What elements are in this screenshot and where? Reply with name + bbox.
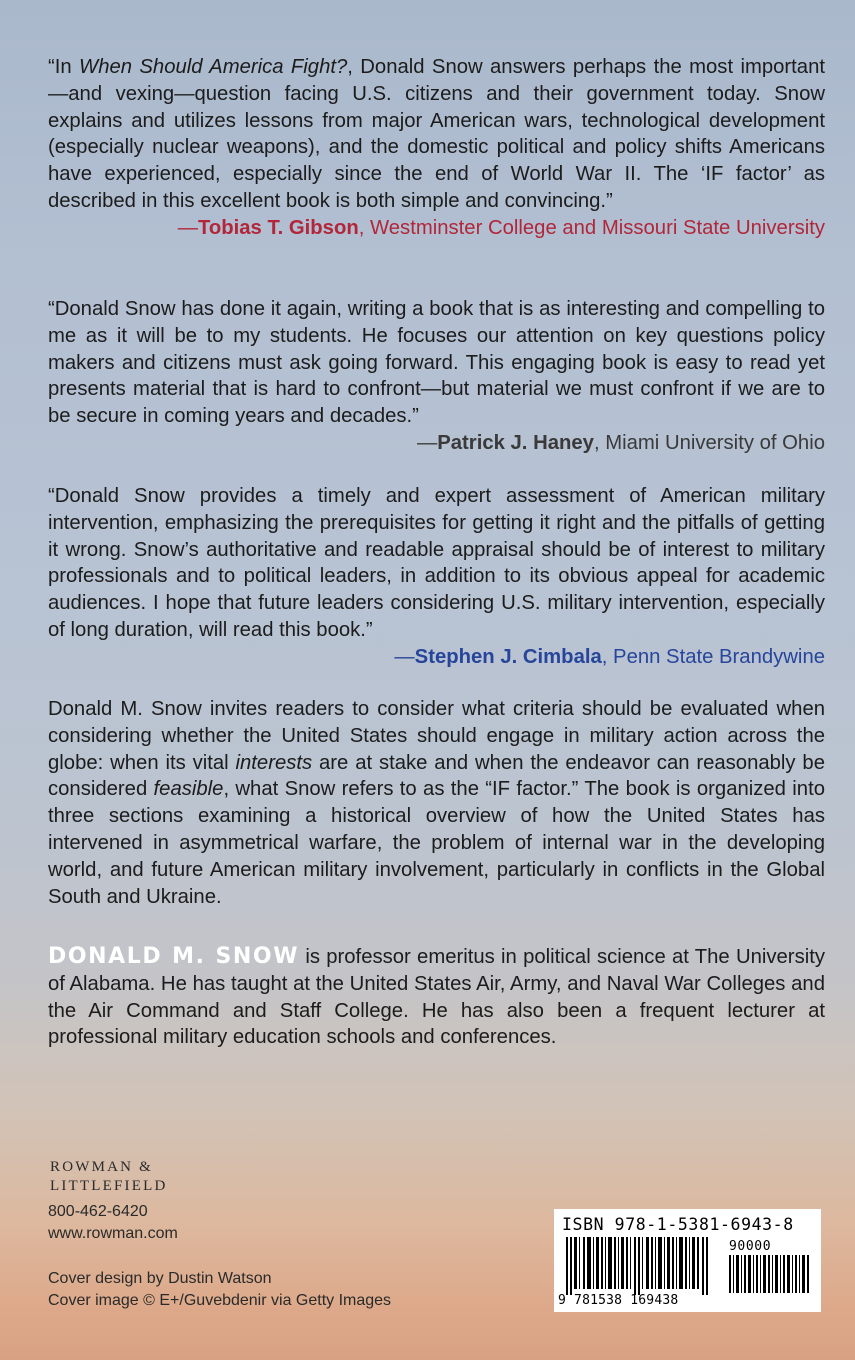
isbn-barcode <box>554 1209 821 1312</box>
quote-3-attribution <box>48 644 825 671</box>
quote-2 <box>48 296 825 457</box>
attribution-dash: — <box>394 645 415 668</box>
price-barcode-bars <box>729 1255 814 1293</box>
author-bio-text <box>48 944 825 1051</box>
quote-1-attribution <box>48 215 825 242</box>
book-title: When Should America Fight? <box>79 56 348 78</box>
quote-2-attribution <box>48 430 825 457</box>
publisher-website: www.rowman.com <box>48 1225 178 1242</box>
quote-1-text-rest: , Donald Snow answers perhaps the most important—and vexing—question facing U.S. citizens and their government today. Snow explains and utilizes lessons from major American wars, technological development (especially nuclear weapons), and the domestic political and policy shifts Americans have experienced, especially since the end of World War II. The ‘IF factor’ as described in this excellent book is both simple and convincing.” <box>48 56 825 212</box>
description-text <box>48 696 825 910</box>
price-code: 90000 <box>729 1239 772 1254</box>
publisher-phone: 800-462-6420 <box>48 1203 148 1220</box>
attribution-name: Tobias T. Gibson <box>197 216 359 239</box>
barcode-digits: 9 781538 169438 <box>558 1293 679 1308</box>
publisher-logo-line-2: LITTLEFIELD <box>50 1178 168 1194</box>
quote-3-text: “Donald Snow provides a timely and expert assessment of American military intervention, emphasizing the prerequisites for getting it right and the pitfalls of getting it wrong. Snow’s authoritative and readable appraisal should be of interest to military professionals and to political leaders, in addition to its obvious appeal for academic audiences. I hope that future leaders considering U.S. military intervention, especially of long duration, will read this book.” <box>48 485 825 641</box>
quote-1-text <box>48 54 825 215</box>
publisher-logo <box>50 1158 168 1196</box>
description-emphasis-feasible: feasible <box>153 778 224 801</box>
description-part-1: Donald M. Snow invites readers to consider what criteria should be evaluated when considering whether the United States should engage in military action across the globe: when its vital <box>48 698 825 774</box>
ean-barcode-bars <box>562 1237 732 1295</box>
cover-design-credit: Cover design by Dustin Watson <box>48 1270 272 1287</box>
attribution-name: Patrick J. Haney <box>437 431 594 454</box>
quote-1-text-start: “In <box>48 56 80 78</box>
attribution-dash: — <box>177 216 198 239</box>
quote-2-text: “Donald Snow has done it again, writing a book that is as interesting and compelling to me as it will be to my students. He focuses our attention on key questions policy makers and citizens must ask going forward. This engaging book is easy to read yet presents material that is hard to confront—but material we must confront if we are to be secure in coming years and decades.” <box>48 298 825 428</box>
attribution-name: Stephen J. Cimbala <box>414 645 602 668</box>
description-part-3: , what Snow refers to as the “IF factor.” The book is organized into three sections examining a historical overview of how the United States has intervened in asymmetrical warfare, the problem of internal war in the developing world, and future American military involvement, particularly in conflicts in the Global South and Ukraine. <box>48 778 825 908</box>
description-part-2: are at stake and when the endeavor can reasonably be considered <box>48 751 825 801</box>
author-bio <box>48 944 825 1051</box>
attribution-affiliation: , Westminster College and Missouri State University <box>358 216 825 239</box>
publisher-logo-line-1: ROWMAN & <box>50 1159 154 1175</box>
attribution-dash: — <box>416 431 438 454</box>
quote-1 <box>48 54 825 242</box>
quote-3 <box>48 483 825 671</box>
author-bio-body: is professor emeritus in political science at The University of Alabama. He has taught at the United States Air, Army, and Naval War Colleges and the Air Command and Staff College. He has also been a frequent lecturer at professional military education schools and conferences. <box>48 946 825 1049</box>
attribution-affiliation: , Penn State Brandywine <box>601 645 825 668</box>
book-description <box>48 696 825 910</box>
cover-image-credit: Cover image © E+/Guvebdenir via Getty Images <box>48 1292 392 1309</box>
author-name: DONALD M. SNOW <box>48 944 300 969</box>
description-emphasis-interests: interests <box>235 751 313 774</box>
attribution-affiliation: , Miami University of Ohio <box>593 431 825 454</box>
isbn-label: ISBN 978-1-5381-6943-8 <box>562 1215 794 1234</box>
